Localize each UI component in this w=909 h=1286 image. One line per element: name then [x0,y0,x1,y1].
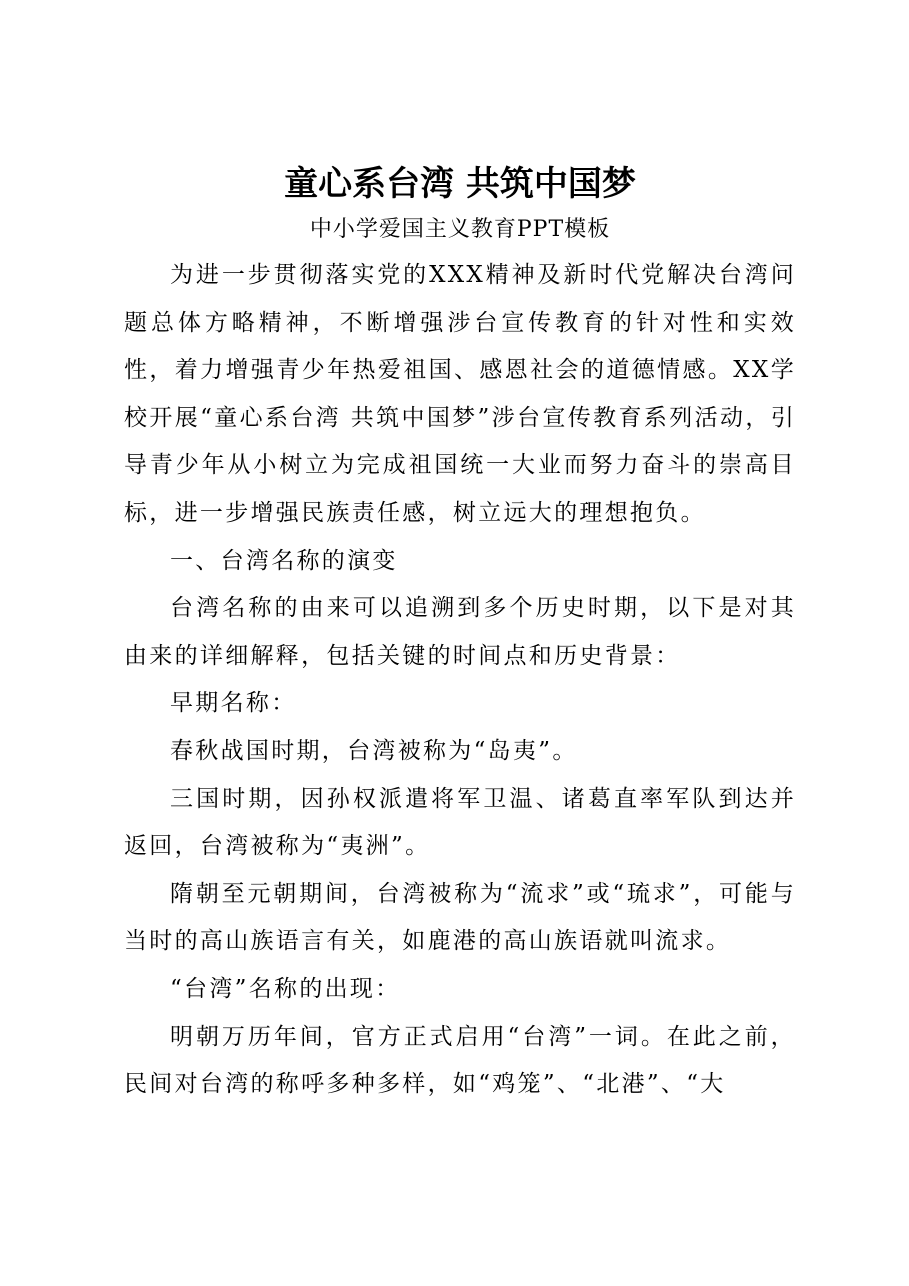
paragraph-intro: 为进一步贯彻落实党的XXX精神及新时代党解决台湾问题总体方略精神，不断增强涉台宣传教育的针对性和实效性，着力增强青少年热爱祖国、感恩社会的道德情感。XX学校开展“童心系台湾 共筑中国梦”涉台宣传教育系列活动，引导青少年从小树立为完成祖国统一大业而努力奋斗的崇高目标，进一步增强民族责任感，树立远大的理想抱负。 [124,262,796,526]
paragraph: 明朝万历年间，官方正式启用“台湾”一词。在此之前，民间对台湾的称呼多种多样，如“鸡笼”、“北港”、“大 [124,1023,796,1098]
subheading-name-origin: “台湾”名称的出现： [170,975,401,1002]
document-title: 童心系台湾 共筑中国梦 [284,164,636,204]
paragraph: 春秋战国时期，台湾被称为“岛夷”。 [170,737,578,764]
paragraph: 台湾名称的由来可以追溯到多个历史时期，以下是对其由来的详细解释，包括关键的时间点和历史背景： [124,595,796,669]
paragraph: 三国时期，因孙权派遣将军卫温、诸葛直率军队到达并返回，台湾被称为“夷洲”。 [124,785,796,860]
section-heading-1: 一、台湾名称的演变 [170,547,398,574]
document-subtitle: 中小学爱国主义教育PPT模板 [309,217,611,242]
paragraph: 隋朝至元朝期间，台湾被称为“流求”或“琉求”，可能与当时的高山族语言有关，如鹿港的高山族语就叫流求。 [124,880,796,955]
subheading-early-names: 早期名称： [170,690,297,717]
document-body [124,160,796,1109]
